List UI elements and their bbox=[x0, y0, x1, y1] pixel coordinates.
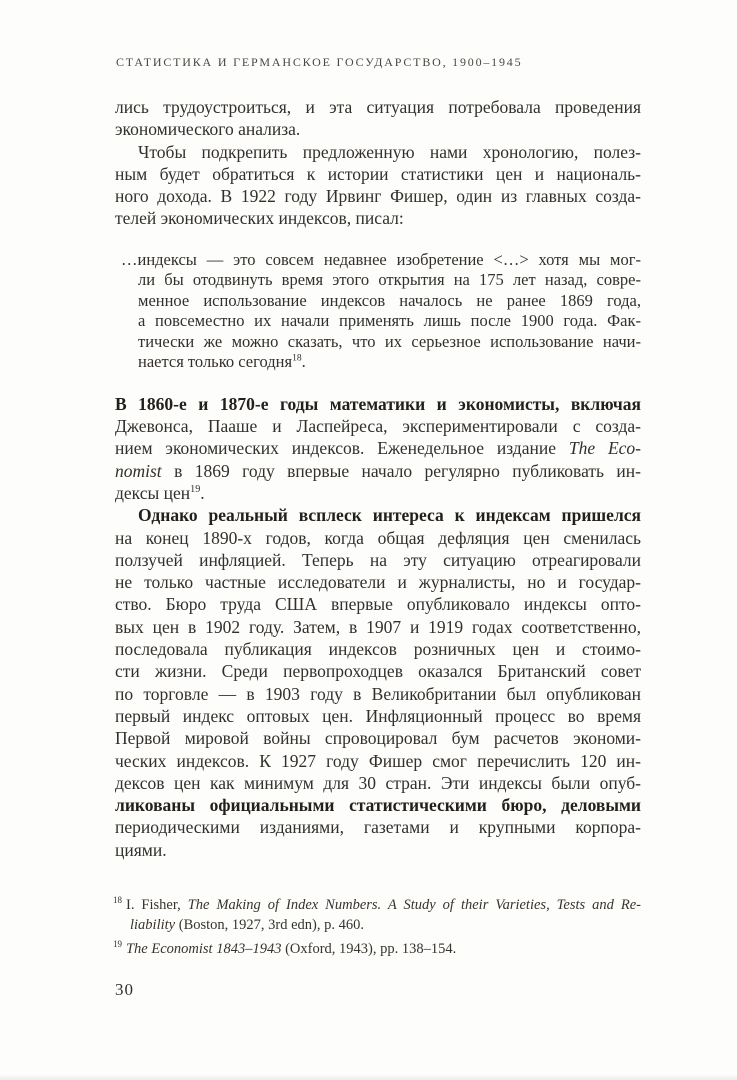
book-title-italic: The Making of Index Numbers. A Study of their Varieties, Tests and Re- bbox=[187, 897, 642, 914]
quote-text: нается только сегодня bbox=[138, 352, 293, 372]
text-line: лись трудоустроиться, и эта ситуация потребовала проведения bbox=[115, 97, 641, 117]
text-run: в 1869 году впервые начало регулярно публиковать ин- bbox=[161, 460, 641, 481]
text-line: последовала публикация индексов розничных цен и стоимо- bbox=[115, 639, 641, 660]
text-line-bold: Однако реальный всплеск интереса к индексам пришелся bbox=[138, 505, 641, 526]
text-line: ным будет обратиться к истории статистики цен и националь- bbox=[115, 163, 641, 184]
footnote-line bbox=[113, 939, 641, 959]
page-number: 30 bbox=[115, 980, 134, 999]
text-line: по торговле — в 1903 году в Великобритании был опубликован bbox=[115, 683, 641, 704]
paragraph-index-boom bbox=[115, 504, 641, 861]
paragraph-chronology bbox=[115, 141, 641, 230]
text-line: Чтобы подкрепить предложенную нами хронологию, полез- bbox=[138, 141, 641, 162]
running-header: СТАТИСТИКА И ГЕРМАНСКОЕ ГОСУДАРСТВО, 1900–1945 bbox=[116, 55, 523, 69]
footnote-ref-19: 19 bbox=[190, 484, 201, 496]
footnote-text: (Boston, 1927, 3rd edn), p. 460. bbox=[175, 917, 364, 934]
text-line: циями. bbox=[115, 839, 167, 860]
footnote-ref-18: 18 bbox=[292, 352, 302, 364]
quote-line: а повсеместно их начали применять лишь после 1900 года. Фак- bbox=[138, 311, 641, 331]
scan-edge bbox=[0, 1074, 737, 1080]
journal-title-italic: nomist bbox=[115, 460, 162, 481]
text-line: телей экономических индексов, писал: bbox=[115, 208, 404, 229]
text-line: сти жизни. Среди первопроходцев оказался Британский совет bbox=[115, 661, 641, 682]
text-line bbox=[115, 437, 641, 459]
text-run: нием экономических индексов. Еженедельное издание bbox=[115, 438, 569, 459]
text-line: экономического анализа. bbox=[115, 119, 301, 140]
text-run: . bbox=[200, 482, 205, 503]
quote-text: . bbox=[301, 352, 306, 372]
text-line: ство. Бюро труда США впервые опубликовало индексы опто- bbox=[115, 594, 641, 615]
text-line: Джевонса, Пааше и Ласпейреса, экспериментировали с созда- bbox=[115, 416, 641, 437]
text-line: ползучей инфляцией. Теперь на эту ситуацию отреагировали bbox=[115, 549, 641, 570]
quote-line: менное использование индексов началось не ранее 1869 года, bbox=[138, 290, 641, 310]
quote-line: ли бы отодвинуть время этого открытия на 175 лет назад, совре- bbox=[138, 270, 641, 290]
text-run: дексы цен bbox=[115, 482, 191, 503]
text-line: ческих индексов. К 1927 году Фишер смог перечислить 120 ин- bbox=[115, 750, 641, 771]
quote-line bbox=[138, 352, 641, 373]
text-line: на конец 1890-х годов, когда общая дефляция цен сменилась bbox=[115, 527, 641, 548]
text-line: периодическими изданиями, газетами и крупными корпора- bbox=[115, 817, 641, 838]
paragraph-continuation bbox=[115, 96, 641, 141]
quote-line: …индексы — это совсем недавнее изобретение <…> хотя мы мог- bbox=[121, 249, 641, 269]
footnote-text: (Oxford, 1943), pp. 138–154. bbox=[281, 941, 457, 958]
footnotes bbox=[115, 895, 641, 959]
footnote-number-19: 19 bbox=[113, 939, 122, 950]
paragraph-1860s bbox=[115, 393, 641, 504]
block-quote-fisher bbox=[115, 250, 641, 373]
text-line: не только частные исследователи и журналисты, но и государ- bbox=[115, 572, 641, 593]
text-line: вых цен в 1902 году. Затем, в 1907 и 1919 годах соответственно, bbox=[115, 616, 641, 637]
footnote-number-18: 18 bbox=[113, 895, 122, 906]
text-line-bold: В 1860-е и 1870-е годы математики и экономисты, включая bbox=[115, 393, 641, 414]
quote-line: тически же можно сказать, что их серьезное использование начи- bbox=[138, 331, 641, 351]
text-line: первый индекс оптовых цен. Инфляционный процесс во время bbox=[115, 705, 641, 726]
text-line bbox=[115, 460, 641, 482]
text-line: Первой мировой войны спровоцировал бум расчетов экономи- bbox=[115, 728, 641, 749]
text-line: дексов цен как минимум для 30 стран. Эти индексы были опуб- bbox=[115, 772, 641, 793]
book-title-italic: liability bbox=[130, 917, 176, 934]
book-title-italic: The Economist 1843–1943 bbox=[125, 941, 282, 958]
footnote-text: I. Fisher, bbox=[125, 897, 188, 914]
text-line bbox=[115, 482, 641, 504]
text-column bbox=[115, 96, 641, 959]
text-line: ного дохода. В 1922 году Ирвинг Фишер, один из главных созда- bbox=[115, 186, 641, 207]
footnote-19 bbox=[113, 939, 641, 959]
footnote-line bbox=[113, 895, 642, 915]
footnote-18 bbox=[113, 895, 642, 935]
text-line-bold: ликованы официальными статистическими бюро, деловыми bbox=[115, 795, 641, 816]
footnote-line bbox=[130, 915, 641, 935]
journal-title-italic: The Eco- bbox=[568, 438, 641, 459]
